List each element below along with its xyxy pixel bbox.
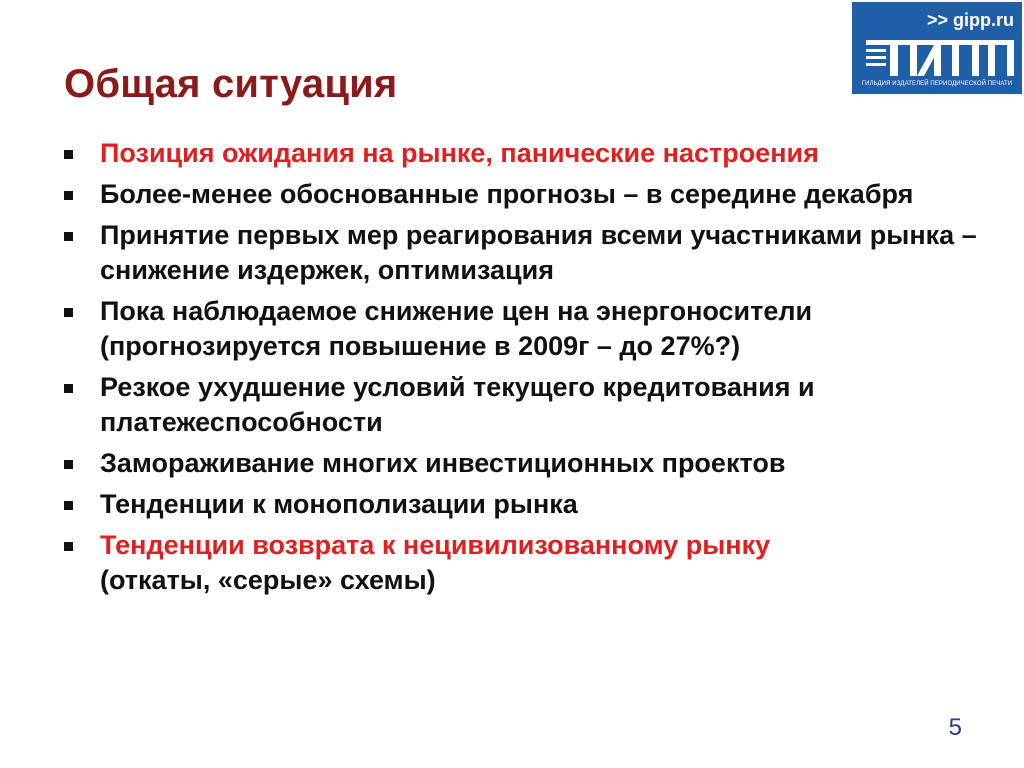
bullet-item xyxy=(62,177,1014,212)
bullet-item xyxy=(62,218,1014,288)
bullet-item xyxy=(62,446,1014,481)
bullet-list xyxy=(62,136,1014,604)
square-bullet-icon xyxy=(64,542,73,551)
bullet-item xyxy=(62,528,1014,598)
bullet-item xyxy=(62,136,1014,171)
gipp-logo-mark-icon xyxy=(866,40,1014,76)
square-bullet-icon xyxy=(64,460,73,469)
bullet-item xyxy=(62,487,1014,522)
gipp-logo xyxy=(850,0,1024,96)
square-bullet-icon xyxy=(64,501,73,510)
bullet-text: Принятие первых мер реагирования всеми участниками рынка – снижение издержек, оптимизация xyxy=(100,220,977,285)
bullet-text: Пока наблюдаемое снижение цен на энергоносители (прогнозируется повышение в 2009г – до 27%?) xyxy=(100,296,813,361)
square-bullet-icon xyxy=(64,232,73,241)
slide-title: Общая ситуация xyxy=(64,62,398,106)
square-bullet-icon xyxy=(64,384,73,393)
page-number: 5 xyxy=(948,714,962,741)
square-bullet-icon xyxy=(64,150,73,159)
bullet-text: Тенденции возврата к нецивилизованному рынку xyxy=(100,530,771,560)
square-bullet-icon xyxy=(64,308,73,317)
bullet-text: Резкое ухудшение условий текущего кредитования и платежеспособности xyxy=(100,372,815,437)
bullet-text: Тенденции к монополизации рынка xyxy=(100,489,578,519)
bullet-item xyxy=(62,370,1014,440)
bullet-text: Позиция ожидания на рынке, панические настроения xyxy=(100,138,819,168)
square-bullet-icon xyxy=(64,191,73,200)
bullet-subtext: (откаты, «серые» схемы) xyxy=(100,565,436,595)
logo-caption: ГИЛЬДИЯ ИЗДАТЕЛЕЙ ПЕРИОДИЧЕСКОЙ ПЕЧАТИ xyxy=(861,81,1013,87)
bullet-item xyxy=(62,294,1014,364)
logo-site-text: >> gipp.ru xyxy=(926,10,1014,30)
bullet-text: Замораживание многих инвестиционных проектов xyxy=(100,448,786,478)
bullet-text: Более-менее обоснованные прогнозы – в середине декабря xyxy=(100,179,914,209)
